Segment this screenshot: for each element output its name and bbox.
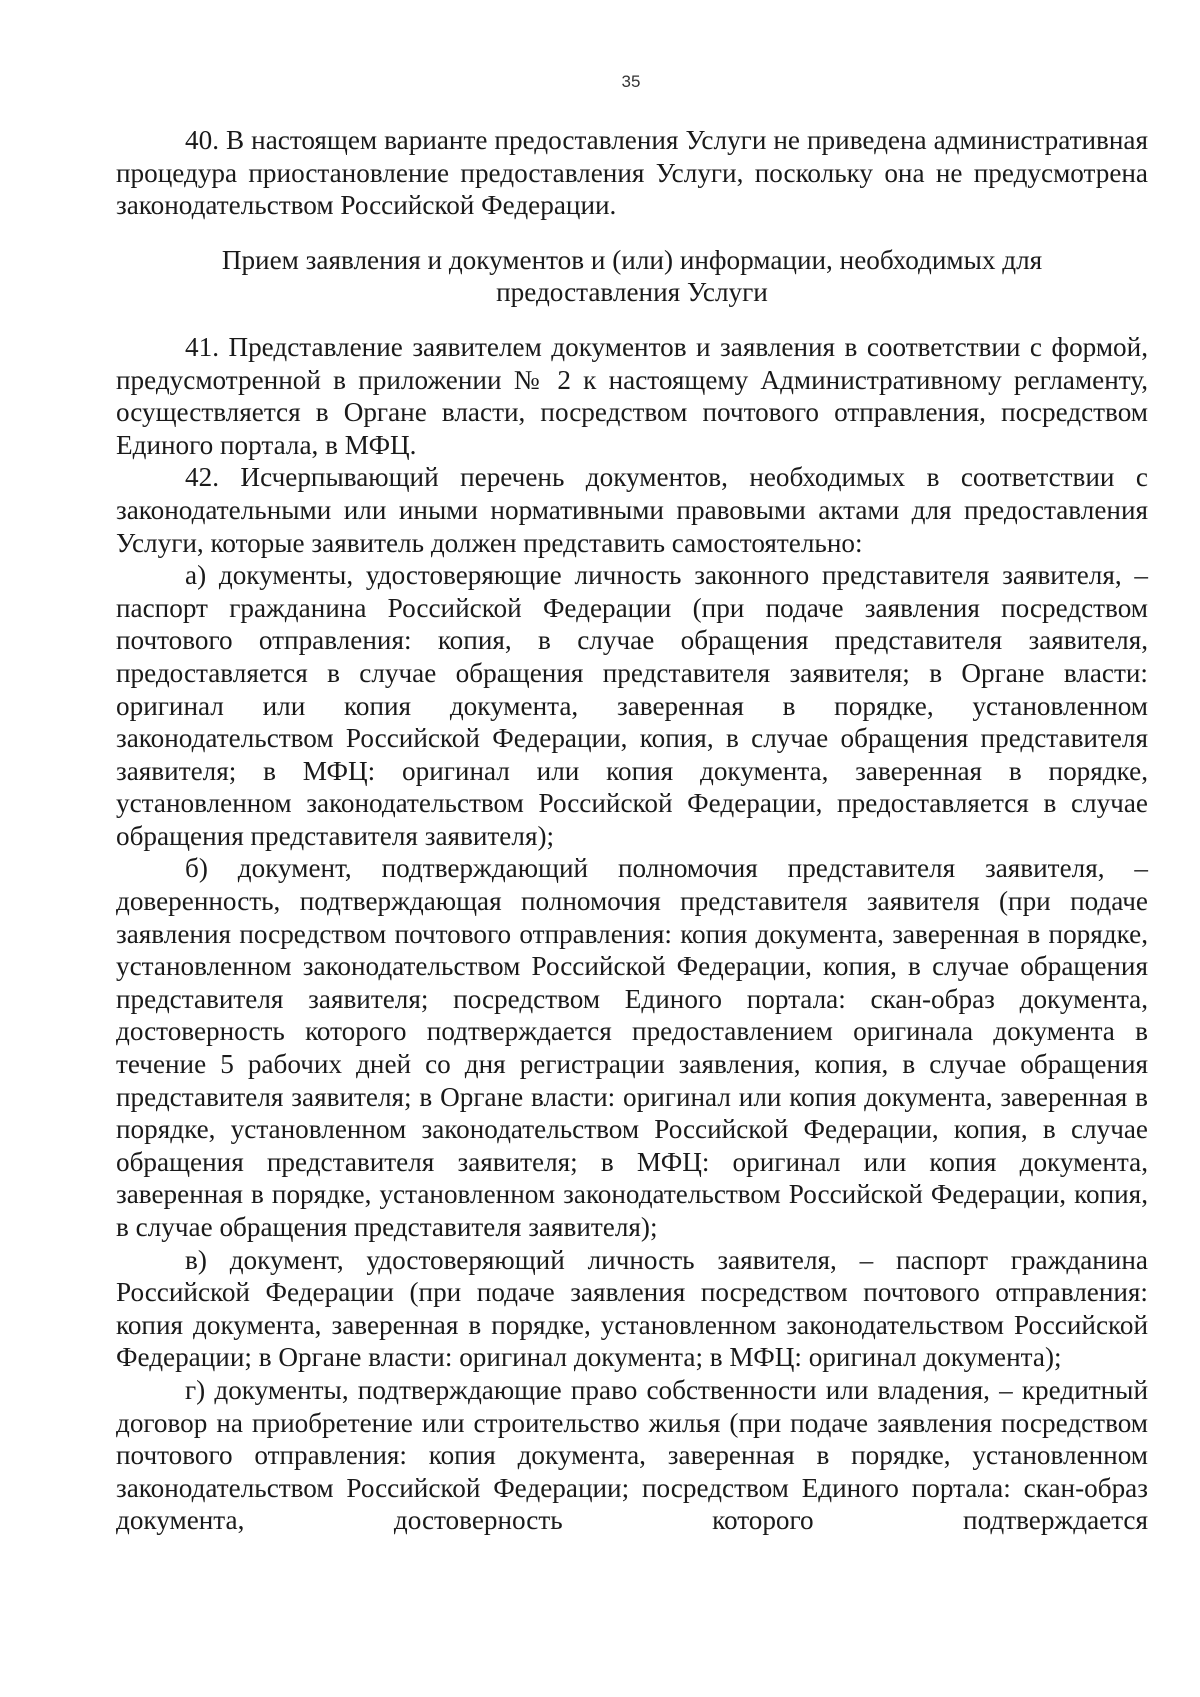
paragraph-40: 40. В настоящем варианте предоставления Услуги не приведена административная процедура приостановление предоставления Услуги, поскольку она не предусмотрена законодательством Российской Федерации.: [116, 125, 1148, 221]
paragraph-42: 42. Исчерпывающий перечень документов, необходимых в соответствии с законодательными или иными нормативными правовыми актами для предоставления Услуги, которые заявитель должен представить самостоятельно:: [116, 462, 1148, 558]
section-heading: Прием заявления и документов и (или) информации, необходимых для предоставления Услуги: [221, 244, 1043, 308]
list-item-g: г) документы, подтверждающие право собственности или владения, – кредитный договор на приобретение или строительство жилья (при подаче заявления посредством почтового отправления: копия документа, заверенная в порядке, установленном законодательством Российской Федерации; посредством Единого портала: скан-образ документа, достоверность которого подтверждается: [116, 1374, 1148, 1536]
document-body: [116, 124, 1148, 1537]
paragraph-41: 41. Представление заявителем документов и заявления в соответствии с формой, предусмотренной в приложении № 2 к настоящему Административному регламенту, осуществляется в Органе власти, посредством почтового отправления, посредством Единого портала, в МФЦ.: [116, 331, 1148, 460]
list-item-b: б) документ, подтверждающий полномочия представителя заявителя, – доверенность, подтверждающая полномочия представителя заявителя (при подаче заявления посредством почтового отправления: копия документа, заверенная в порядке, установленном законодательством Российской Федерации, копия, в случае обращения представителя заявителя; посредством Единого портала: скан-образ документа, достоверность которого подтверждается предоставлением оригинала документа в течение 5 рабочих дней со дня регистрации заявления, копия, в случае обращения представителя заявителя; в Органе власти: оригинал или копия документа, заверенная в порядке, установленном законодательством Российской Федерации, копия, в случае обращения представителя заявителя; в МФЦ: оригинал или копия документа, заверенная в порядке, установленном законодательством Российской Федерации, копия, в случае обращения представителя заявителя);: [116, 853, 1148, 1242]
list-item-v: в) документ, удостоверяющий личность заявителя, – паспорт гражданина Российской Федерации (при подаче заявления посредством почтового отправления: копия документа, заверенная в порядке, установленном законодательством Российской Федерации; в Органе власти: оригинал документа; в МФЦ: оригинал документа);: [116, 1244, 1148, 1373]
page-number: 35: [621, 72, 641, 91]
list-item-a: а) документы, удостоверяющие личность законного представителя заявителя, – паспорт гражданина Российской Федерации (при подаче заявления посредством почтового отправления: копия, в случае обращения представителя заявителя, предоставляется в случае обращения представителя заявителя; в Органе власти: оригинал или копия документа, заверенная в порядке, установленном законодательством Российской Федерации, копия, в случае обращения представителя заявителя; в МФЦ: оригинал или копия документа, заверенная в порядке, установленном законодательством Российской Федерации, предоставляется в случае обращения представителя заявителя);: [116, 560, 1148, 851]
